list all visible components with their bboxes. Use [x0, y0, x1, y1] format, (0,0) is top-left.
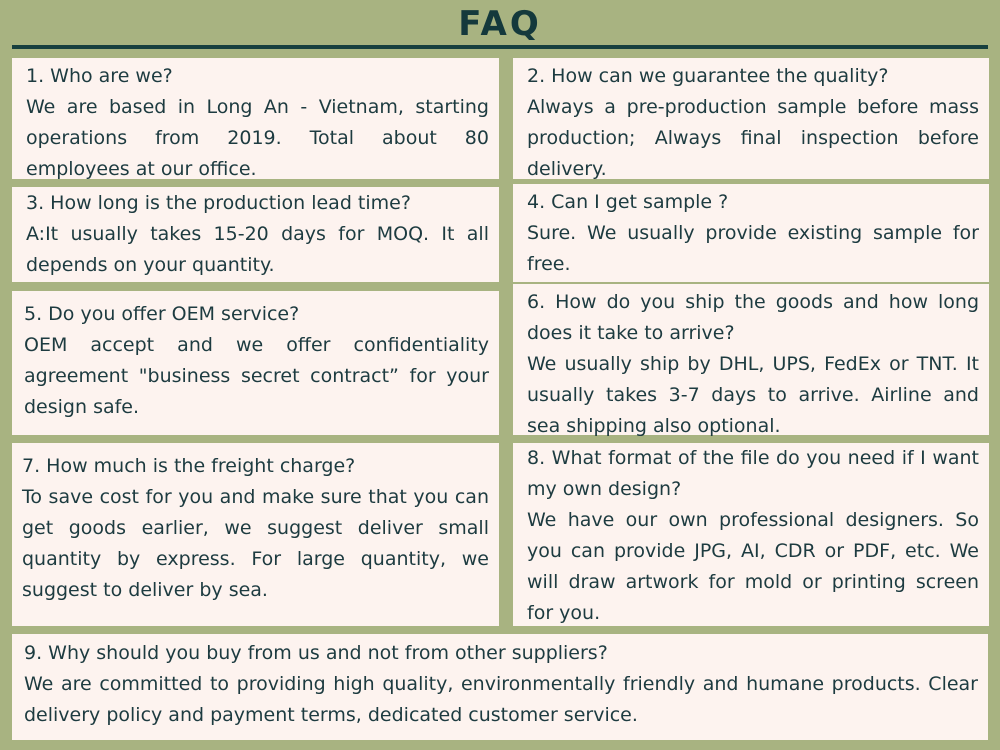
faq-card-7: [12, 443, 499, 626]
faq-answer: To save cost for you and make sure that you can get goods earlier, we suggest deliver small quantity by express. For large quantity, we suggest to deliver by sea.: [22, 486, 489, 601]
faq-question: 6. How do you ship the goods and how long does it take to arrive?: [527, 291, 979, 344]
faq-card-2: [513, 58, 989, 179]
page-title: FAQ: [458, 4, 542, 44]
title-divider: [12, 45, 988, 49]
faq-question: 5. Do you offer OEM service?: [24, 303, 300, 325]
faq-question: 4. Can I get sample ?: [527, 191, 729, 213]
faq-card-8: [513, 443, 989, 626]
faq-card-1: [12, 58, 499, 179]
faq-card-3: [12, 187, 499, 282]
faq-question: 1. Who are we?: [26, 65, 173, 87]
faq-answer: We usually ship by DHL, UPS, FedEx or TNT. It usually takes 3-7 days to arrive. Airline and sea shipping also optional.: [527, 353, 979, 437]
faq-answer: We have our own professional designers. So you can provide JPG, AI, CDR or PDF, etc. We will draw artwork for mold or printing screen for you.: [527, 509, 979, 624]
faq-answer: A:It usually takes 15-20 days for MOQ. It all depends on your quantity.: [26, 223, 489, 276]
faq-answer: Sure. We usually provide existing sample for free.: [527, 222, 979, 275]
faq-card-9: [12, 634, 988, 740]
faq-question: 2. How can we guarantee the quality?: [527, 65, 889, 87]
faq-card-5: [12, 291, 499, 435]
faq-question: 9. Why should you buy from us and not from other suppliers?: [24, 642, 608, 664]
faq-answer: Always a pre-production sample before mass production; Always final inspection before delivery.: [527, 96, 979, 180]
faq-card-6: [513, 284, 989, 435]
faq-answer: We are committed to providing high quality, environmentally friendly and humane products. Clear delivery policy and payment terms, dedicated customer service.: [24, 673, 978, 726]
faq-question: 7. How much is the freight charge?: [22, 455, 356, 477]
faq-card-4: [513, 184, 989, 282]
faq-answer: OEM accept and we offer confidentiality agreement "business secret contract” for your design safe.: [24, 334, 489, 418]
faq-question: 8. What format of the file do you need if I want my own design?: [527, 447, 979, 500]
faq-answer: We are based in Long An - Vietnam, starting operations from 2019. Total about 80 employees at our office.: [26, 96, 489, 180]
faq-question: 3. How long is the production lead time?: [26, 192, 411, 214]
